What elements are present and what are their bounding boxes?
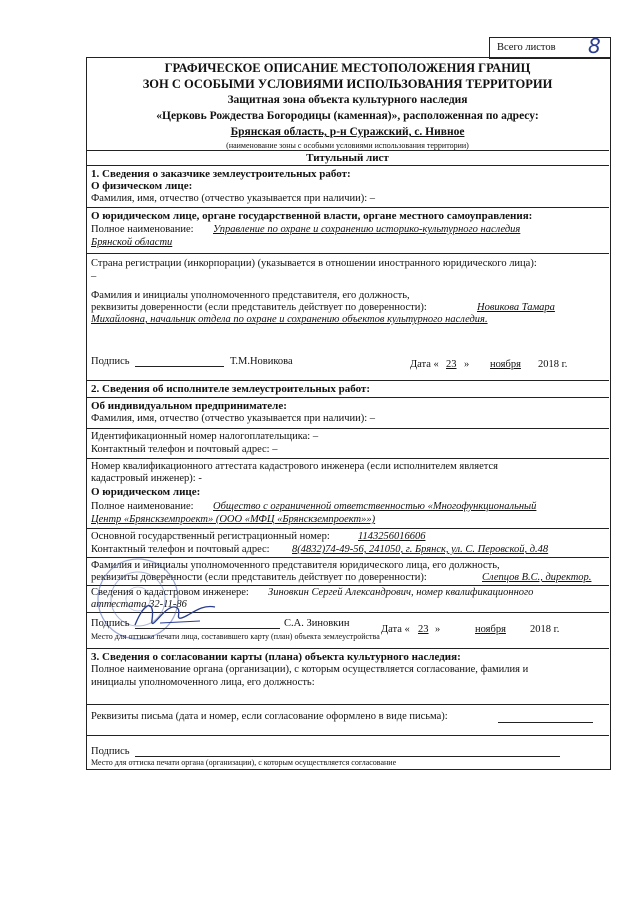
s2-rep-value: Слепцов В.С., директор.: [482, 572, 592, 583]
s1-date-quote: »: [464, 359, 470, 370]
s2-contact2-label: Контактный телефон и почтовый адрес:: [91, 544, 270, 555]
s1-fio: Фамилия, имя, отчество (отчество указывается при наличии): –: [91, 193, 376, 204]
s1-country-dash: –: [91, 271, 97, 282]
s2-sign-line: [135, 628, 280, 629]
signature-drawing: [130, 595, 220, 635]
s1-rep-value-2: Михайловна, начальник отдела по охране и сохранению объектов культурного наследия.: [91, 314, 488, 325]
s2-ki-value-2: аттестата 32-11-86: [91, 599, 187, 610]
s2-ki-value-1: Зиновкин Сергей Александрович, номер квалификационного: [268, 587, 534, 598]
s2-ogrn-value: 1143256016606: [358, 531, 426, 542]
divider: [86, 150, 609, 151]
title-line-1: ГРАФИЧЕСКОЕ ОПИСАНИЕ МЕСТОПОЛОЖЕНИЯ ГРАНИЦ: [164, 61, 531, 75]
divider: [86, 397, 609, 398]
section-3-heading: 3. Сведения о согласовании карты (плана) объекта культурного наследия:: [91, 651, 461, 663]
s3-line-1: Полное наименование органа (организации), с которым осуществляется согласование, фамилия и: [91, 664, 529, 675]
s2-ki-label: Сведения о кадастровом инженере:: [91, 587, 249, 598]
s2-rep-line-2: реквизиты доверенности (если представитель действует по доверенности):: [91, 572, 427, 583]
s1-date-month: ноября: [490, 359, 521, 370]
s1-rep-line-2: реквизиты доверенности (если представитель действует по доверенности):: [91, 302, 427, 313]
s1-individual-label: О физическом лице:: [91, 180, 193, 192]
s1-rep-value-1: Новикова Тамара: [477, 302, 555, 313]
sheets-count-label: Всего листов: [497, 42, 556, 53]
title-line-2: ЗОН С ОСОБЫМИ УСЛОВИЯМИ ИСПОЛЬЗОВАНИЯ ТЕРРИТОРИИ: [142, 77, 553, 91]
sheets-count-value: 8: [588, 34, 601, 58]
section-2-heading: 2. Сведения об исполнителе землеустроительных работ:: [91, 383, 371, 395]
s1-rep-line-1: Фамилия и инициалы уполномоченного представителя, его должность,: [91, 290, 410, 301]
s3-stamp-caption: Место для оттиска печати органа (организации), с которым осуществляется согласование: [91, 758, 397, 767]
title-sheet-label: Титульный лист: [306, 152, 389, 164]
s3-line-2: инициалы уполномоченного лица, его должность:: [91, 677, 315, 688]
s2-qual-line-1: Номер квалификационного аттестата кадастрового инженера (если исполнителем является: [91, 461, 498, 472]
s2-date-month: ноября: [475, 624, 506, 635]
s2-date-day: 23: [418, 624, 429, 635]
title-line-5: Брянская область, р-н Суражский, с. Нивное: [230, 126, 465, 138]
s1-date-label: Дата «: [410, 359, 439, 370]
s1-full-name-label: Полное наименование:: [91, 224, 194, 235]
s2-date-quote: »: [435, 624, 441, 635]
divider: [86, 528, 609, 529]
divider: [86, 207, 609, 208]
s2-sign-label: Подпись: [91, 618, 130, 629]
s3-sign-line: [135, 756, 560, 757]
s1-full-name-value-1: Управление по охране и сохранению историко-культурного наследия: [213, 224, 521, 235]
s3-sign-label: Подпись: [91, 746, 130, 757]
s2-rep-line-1: Фамилия и инициалы уполномоченного представителя юридического лица, его должность,: [91, 560, 500, 571]
s2-full-name-value-1: Общество с ограниченной ответственностью «Многофункциональный: [213, 501, 537, 512]
divider: [86, 735, 609, 736]
divider: [86, 648, 609, 649]
title-line-4: «Церковь Рождества Богородицы (каменная)», расположенная по адресу:: [156, 110, 539, 122]
s3-letter-label: Реквизиты письма (дата и номер, если согласование оформлено в виде письма):: [91, 711, 448, 722]
divider: [86, 458, 609, 459]
s1-sign-label: Подпись: [91, 356, 130, 367]
s2-qual-line-2: кадастровый инженер): -: [91, 473, 202, 484]
s2-fio: Фамилия, имя, отчество (отчество указывается при наличии): –: [91, 413, 376, 424]
divider: [86, 253, 609, 254]
s2-stamp-caption: Место для оттиска печати лица, составившего карту (план) объекта землеустройства: [91, 632, 380, 641]
s2-full-name-label: Полное наименование:: [91, 501, 194, 512]
s2-sign-name: С.А. Зиновкин: [284, 618, 350, 629]
divider: [86, 380, 609, 381]
section-1-heading: 1. Сведения о заказчике землеустроительных работ:: [91, 168, 351, 180]
s2-ip-label: Об индивидуальном предпринимателе:: [91, 400, 287, 412]
divider: [86, 704, 609, 705]
s1-date-year: 2018 г.: [538, 359, 568, 370]
s1-full-name-value-2: Брянской области: [91, 237, 173, 248]
s1-date-day: 23: [446, 359, 457, 370]
s2-inn: Идентификационный номер налогоплательщика: –: [91, 431, 319, 442]
title-caption: (наименование зоны с особыми условиями использования территории): [226, 141, 469, 150]
s2-ogrn-label: Основной государственный регистрационный номер:: [91, 531, 330, 542]
s1-sign-name: Т.М.Новикова: [230, 356, 293, 367]
s2-date-year: 2018 г.: [530, 624, 560, 635]
s2-full-name-value-2: Центр «Брянскземпроект» (ООО «МФЦ «Брянскземпроект»»): [91, 514, 376, 525]
s2-legal-label: О юридическом лице:: [91, 486, 201, 498]
s3-letter-line: [498, 722, 593, 723]
divider: [86, 165, 609, 166]
s2-date-label: Дата «: [381, 624, 410, 635]
title-line-3: Защитная зона объекта культурного наследия: [227, 94, 468, 106]
s1-country: Страна регистрации (инкорпорации) (указывается в отношении иностранного юридического лица):: [91, 258, 537, 269]
divider: [86, 428, 609, 429]
s2-contact: Контактный телефон и почтовый адрес: –: [91, 444, 278, 455]
s1-sign-line: [135, 366, 224, 367]
s1-legal-label: О юридическом лице, органе государственной власти, органе местного самоуправления:: [91, 210, 533, 222]
s2-contact2-value: 8(4832)74-49-56, 241050, г. Брянск, ул. С. Перовской, д.48: [292, 544, 549, 555]
